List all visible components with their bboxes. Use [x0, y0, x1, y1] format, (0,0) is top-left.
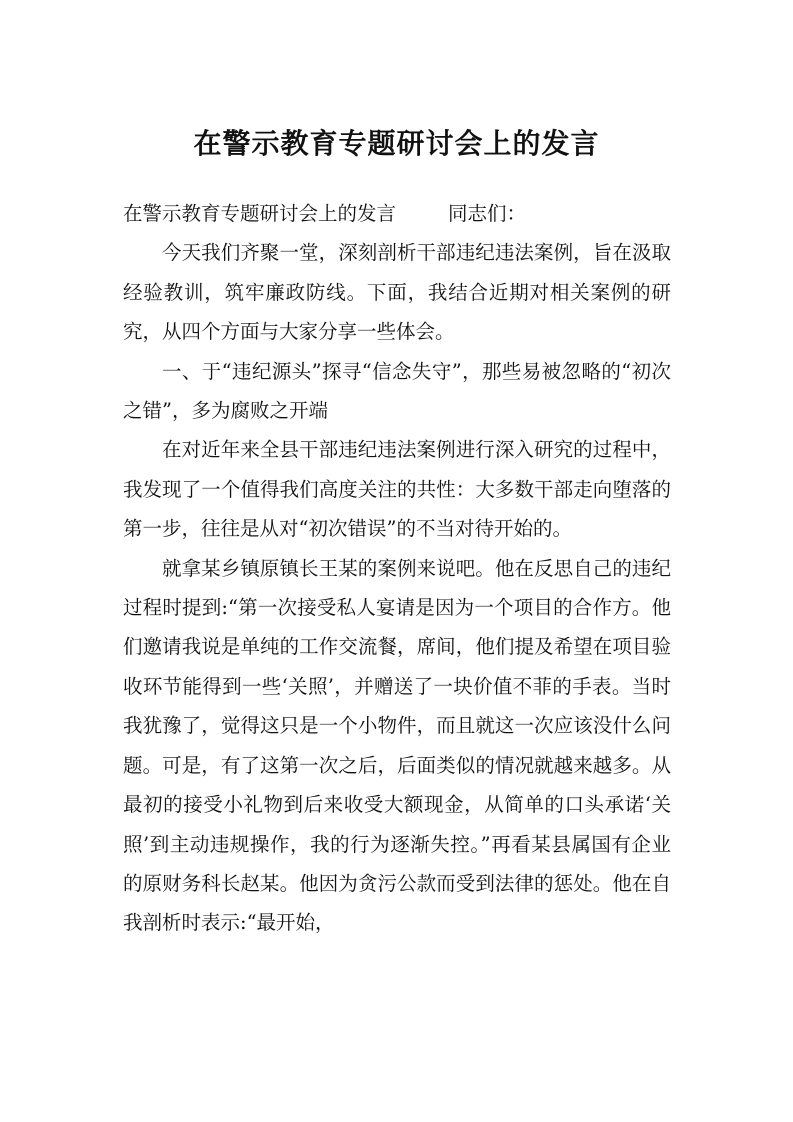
salutation: 同志们：	[448, 202, 527, 225]
intro-paragraph: 今天我们齐聚一堂，深刻剖析干部违纪违法案例，旨在汲取经验教训，筑牢廉政防线。下面，我结合近期对相关案例的研究，从四个方面与大家分享一些体会。	[123, 241, 671, 344]
section-heading-1: 一、于“违纪源头”探寻“信念失守”，那些易被忽略的“初次之错”，多为腐败之开端	[123, 359, 671, 423]
body-paragraph: 就拿某乡镇原镇长王某的案例来说吧。他在反思自己的违纪过程时提到:“第一次接受私人宴请是因为一个项目的合作方。他们邀请我说是单纯的工作交流餐，席间，他们提及希望在项目验收环节能得到一些‘关照’，并赠送了一块价值不菲的手表。当时我犹豫了，觉得这只是一个小物件，而且就这一次应该没什么问题。可是，有了这第一次之后，后面类似的情况就越来越多。从最初的接受小礼物到后来收受大额现金，从简单的口头承诺‘关照’到主动违规操作，我的行为逐渐失控。”再看某县属国有企业的原财务科长赵某。他因为贪污公款而受到法律的惩处。他在自我剖析时表示:“最开始，	[123, 556, 671, 935]
opening-line	[123, 194, 671, 233]
document-title: 在警示教育专题研讨会上的发言	[193, 127, 600, 160]
body-paragraph: 在对近年来全县干部违纪违法案例进行深入研究的过程中，我发现了一个值得我们高度关注的共性：大多数干部走向堕落的第一步，往往是从对“初次错误”的不当对待开始的。	[123, 438, 671, 541]
opening-title: 在警示教育专题研讨会上的发言	[123, 202, 397, 225]
document-body	[123, 194, 671, 943]
